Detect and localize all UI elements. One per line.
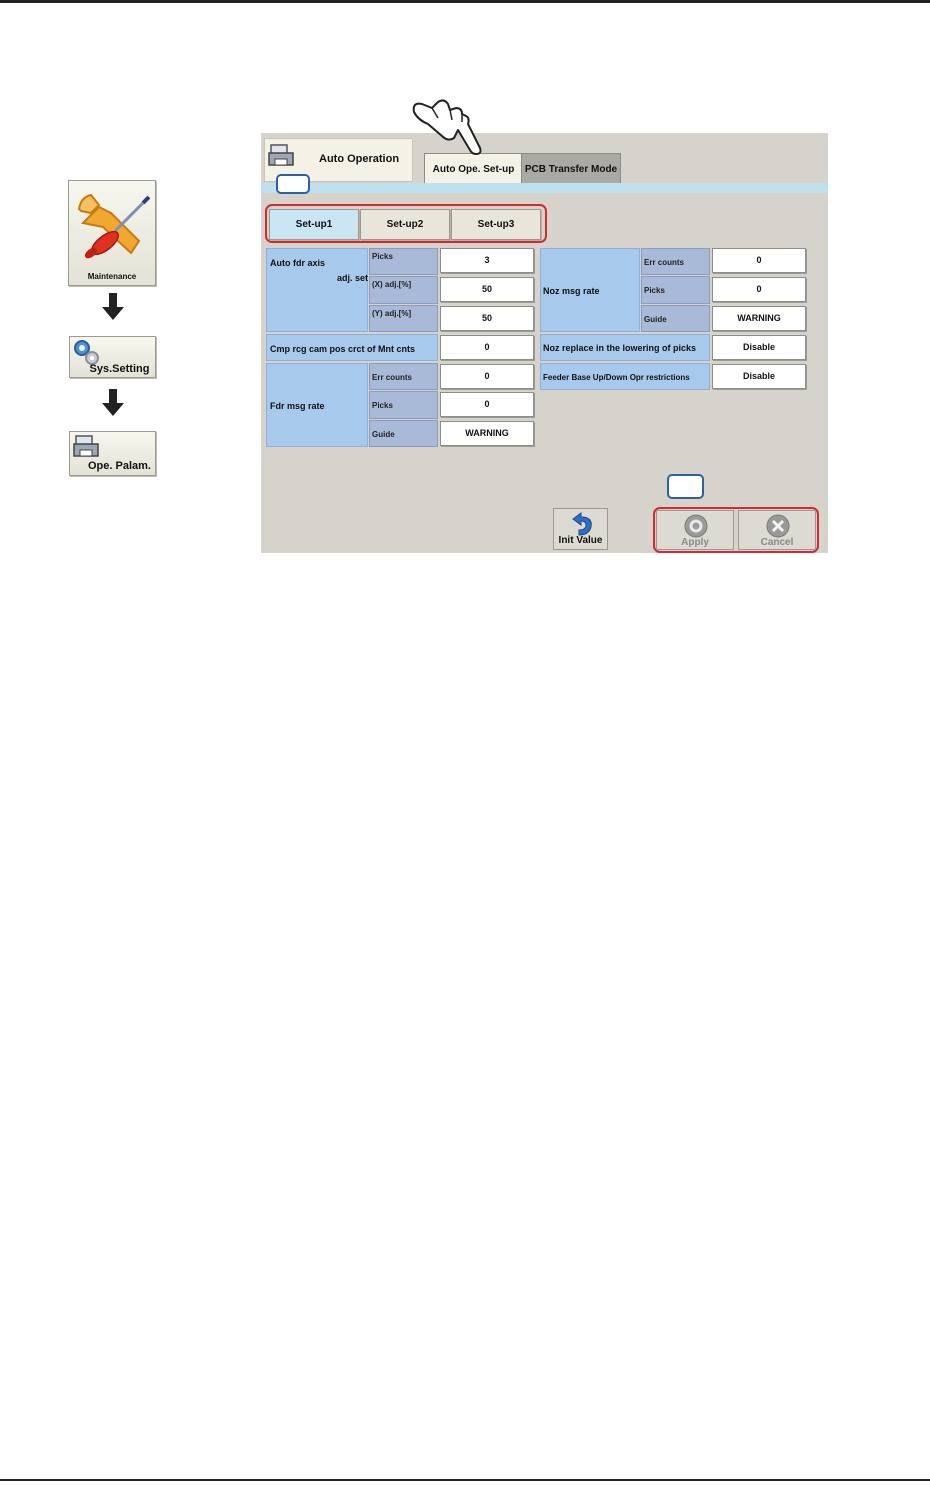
noz-replace-field[interactable]: Disable	[712, 335, 806, 360]
apply-label: Apply	[681, 537, 709, 548]
apply-icon	[683, 513, 709, 539]
fdr-err-counts-field[interactable]: 0	[440, 364, 534, 389]
auto-fdr-picks-field[interactable]: 3	[440, 248, 534, 273]
auto-fdr-axis-title: Auto fdr axis	[270, 258, 326, 268]
tab-pcb-transfer-mode[interactable]: PCB Transfer Mode	[521, 153, 621, 183]
auto-operation-screen	[261, 133, 828, 553]
setup1-button[interactable]: Set-up1	[269, 209, 359, 240]
maintenance-button[interactable]	[68, 180, 156, 286]
screen-title: Auto Operation	[319, 153, 400, 165]
auto-fdr-picks-label: Picks	[369, 248, 438, 275]
auto-fdr-x-adj-label: (X) adj.[%]	[369, 276, 438, 304]
cancel-label: Cancel	[760, 537, 794, 548]
noz-guide-label: Guide	[641, 305, 710, 332]
fdr-picks-label: Picks	[369, 391, 438, 419]
top-rule	[0, 0, 930, 3]
feeder-base-label: Feeder Base Up/Down Opr restrictions	[540, 363, 710, 390]
noz-err-counts-label: Err counts	[641, 248, 710, 275]
pointing-hand-icon	[408, 98, 488, 156]
cmp-rcg-label: Cmp rcg cam pos crct of Mnt cnts	[266, 334, 438, 361]
noz-err-counts-field[interactable]: 0	[712, 248, 806, 273]
noz-picks-field[interactable]: 0	[712, 277, 806, 302]
sys-setting-label: Sys.Setting	[89, 363, 150, 375]
setup3-button[interactable]: Set-up3	[451, 209, 541, 240]
auto-fdr-x-adj-field[interactable]: 50	[440, 277, 534, 302]
undo-icon	[567, 511, 597, 537]
fdr-err-counts-label: Err counts	[369, 363, 438, 390]
fdr-picks-field[interactable]: 0	[440, 392, 534, 417]
noz-msg-rate-title: Noz msg rate	[543, 286, 600, 296]
noz-picks-label: Picks	[641, 276, 710, 304]
noz-msg-rate-label	[540, 248, 640, 332]
tab-underline-strip	[261, 183, 828, 193]
bottom-rule	[0, 1479, 930, 1481]
cancel-x-icon	[765, 513, 791, 539]
fdr-msg-rate-label	[266, 363, 368, 447]
cancel-button[interactable]	[738, 510, 816, 550]
fdr-guide-label: Guide	[369, 420, 438, 447]
maintenance-label: Maintenance	[87, 272, 137, 281]
ope-param-label: Ope. Palam.	[88, 460, 151, 472]
tab-auto-ope-setup[interactable]: Auto Ope. Set-up	[424, 153, 523, 183]
feeder-base-field[interactable]: Disable	[712, 364, 806, 389]
sys-setting-button[interactable]	[69, 336, 156, 378]
printer-icon	[267, 143, 297, 169]
callout-marker	[276, 174, 310, 194]
noz-guide-field[interactable]: WARNING	[712, 306, 806, 331]
gear-icon	[72, 338, 100, 366]
ope-param-button[interactable]	[69, 431, 156, 476]
setup2-button[interactable]: Set-up2	[360, 209, 450, 240]
init-value-button[interactable]	[553, 508, 608, 550]
cmp-rcg-field[interactable]: 0	[440, 335, 534, 360]
callout-marker	[667, 474, 704, 499]
maintenance-wrench-icon	[69, 183, 155, 269]
noz-replace-label: Noz replace in the lowering of picks	[540, 334, 710, 361]
init-value-label: Init Value	[558, 535, 603, 546]
fdr-msg-rate-title: Fdr msg rate	[270, 401, 325, 411]
auto-fdr-axis-sub: adj. set	[336, 273, 368, 283]
auto-fdr-y-adj-field[interactable]: 50	[440, 306, 534, 331]
fdr-guide-field[interactable]: WARNING	[440, 421, 534, 446]
apply-button[interactable]	[656, 510, 734, 550]
auto-fdr-y-adj-label: (Y) adj.[%]	[369, 305, 438, 332]
printer-icon	[72, 434, 102, 460]
auto-fdr-axis-label	[266, 248, 368, 332]
